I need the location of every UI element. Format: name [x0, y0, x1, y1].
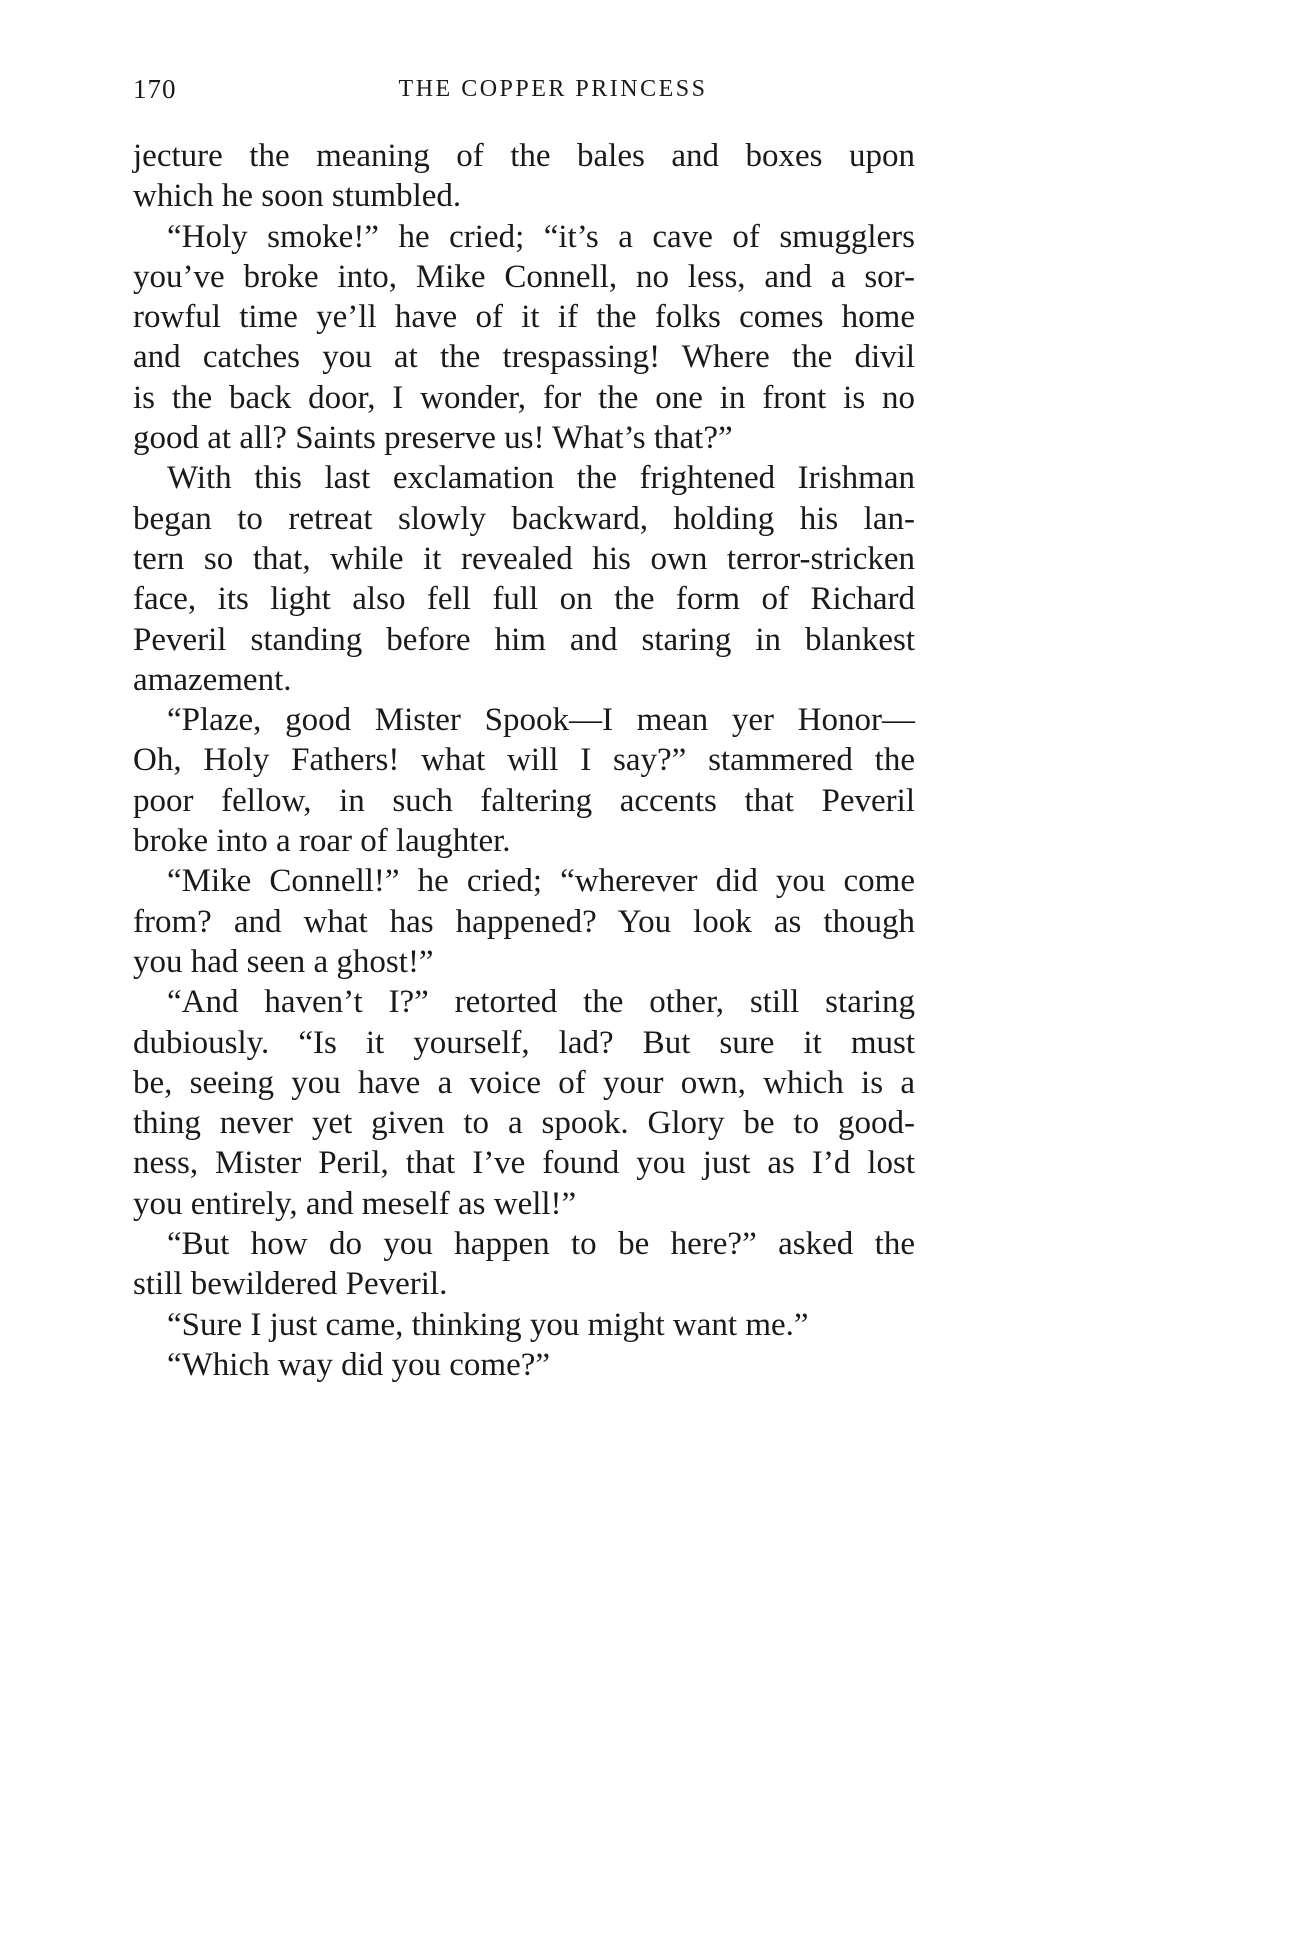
- text-line: began to retreat slowly backward, holding his lan-: [133, 500, 915, 537]
- paragraph: [133, 458, 915, 700]
- text-line: and catches you at the trespassing! Where the divil: [133, 339, 915, 376]
- text-line: “Holy smoke!” he cried; “it’s a cave of smugglers: [167, 218, 915, 255]
- text-line: “Which way did you come?”: [167, 1346, 551, 1383]
- text-line: which he soon stumbled.: [133, 178, 462, 215]
- text-line: poor fellow, in such faltering accents that Peveril: [133, 782, 915, 819]
- text-line: ness, Mister Peril, that I’ve found you just as I’d lost: [133, 1145, 915, 1182]
- paragraph: [133, 1345, 915, 1385]
- running-title: THE COPPER PRINCESS: [398, 76, 708, 102]
- text-line: “Mike Connell!” he cried; “wherever did you come: [167, 863, 915, 900]
- page-header: [133, 74, 913, 110]
- paragraph: [133, 136, 915, 217]
- text-line: Oh, Holy Fathers! what will I say?” stammered the: [133, 742, 915, 779]
- text-line: still bewildered Peveril.: [133, 1266, 448, 1303]
- text-line: jecture the meaning of the bales and boxes upon: [133, 138, 915, 174]
- text-line: amazement.: [133, 661, 292, 698]
- paragraph: [133, 1305, 915, 1345]
- text-line: you entirely, and meself as well!”: [133, 1185, 577, 1222]
- text-line: “Plaze, good Mister Spook—I mean yer Honor—: [167, 702, 915, 739]
- text-line: you’ve broke into, Mike Connell, no less, and a sor-: [133, 258, 915, 295]
- text-line: broke into a roar of laughter.: [133, 823, 511, 860]
- text-line: Peveril standing before him and staring in blankest: [133, 621, 915, 658]
- text-line: from? and what has happened? You look as though: [133, 903, 915, 940]
- text-line: thing never yet given to a spook. Glory be to good-: [133, 1105, 915, 1142]
- text-line: is the back door, I wonder, for the one in front is no: [133, 379, 915, 416]
- page-number: 170: [133, 74, 177, 104]
- text-line: “Sure I just came, thinking you might want me.”: [167, 1306, 809, 1343]
- paragraph: [133, 861, 915, 982]
- text-line: “And haven’t I?” retorted the other, still staring: [167, 984, 915, 1021]
- text-line: face, its light also fell full on the form of Richard: [133, 581, 915, 618]
- text-line: good at all? Saints preserve us! What’s that?”: [133, 420, 733, 457]
- body-text: [133, 136, 915, 1385]
- paragraph: [133, 217, 915, 459]
- text-line: tern so that, while it revealed his own terror-stricken: [133, 540, 915, 577]
- paragraph: [133, 1224, 915, 1305]
- text-line: rowful time ye’ll have of it if the folks comes home: [133, 299, 915, 336]
- text-line: “But how do you happen to be here?” asked the: [167, 1226, 915, 1263]
- text-line: be, seeing you have a voice of your own, which is a: [133, 1064, 915, 1101]
- text-line: dubiously. “Is it yourself, lad? But sure it must: [133, 1024, 915, 1061]
- paragraph: [133, 982, 915, 1224]
- text-line: you had seen a ghost!”: [133, 943, 434, 980]
- text-line: With this last exclamation the frightened Irishman: [167, 460, 915, 497]
- paragraph: [133, 700, 915, 861]
